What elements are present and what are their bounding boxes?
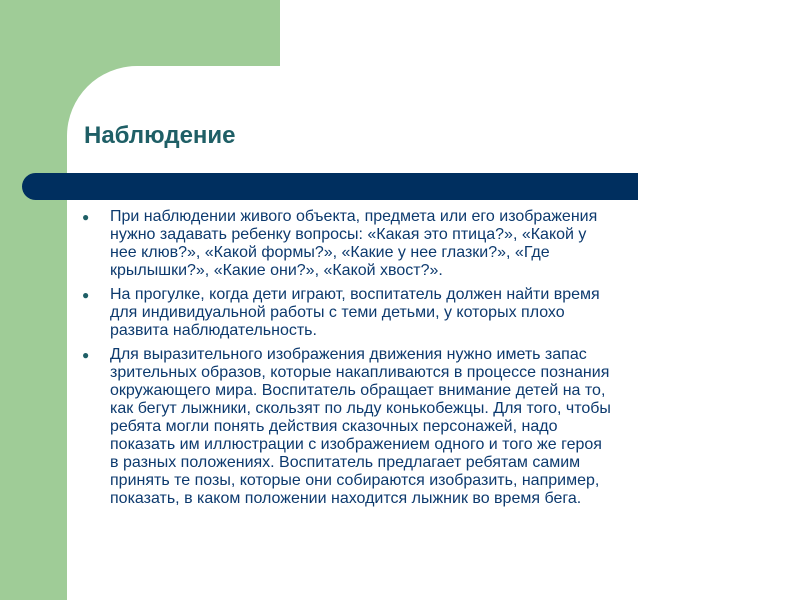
list-item [82, 286, 772, 340]
bullet-text: При наблюдении живого объекта, предмета или его изображения нужно задавать ребенку вопросы: «Какая это птица?», «Какой у нее клюв?», «Какой формы?», «Какие у нее глазки?», «Где крылышки?», «Какие они?», «Какой хвост?». [110, 208, 598, 279]
bullet-text: Для выразительного изображения движения нужно иметь запас зрительных образов, которые накапливаются в процессе познания окружающего мира. Воспитатель обращает внимание детей на то, как бегут лыжники, скользят по льду конькобежцы. Для того, чтобы ребята могли понять действия сказочных персонажей, надо показать им иллюстрации с изображением одного и того же героя в разных положениях. Воспитатель предлагает ребятам самим принять те позы, которые они собираются изобразить, например, показать, в каком положении находится лыжник во время бега. [110, 346, 611, 507]
bullet-icon: ● [82, 288, 90, 302]
list-item [82, 208, 772, 280]
bullet-list [82, 208, 772, 514]
bullet-icon: ● [82, 348, 90, 362]
green-top-band [67, 0, 280, 66]
slide-title: Наблюдение [84, 122, 236, 149]
bullet-icon: ● [82, 210, 90, 224]
list-item [82, 346, 772, 508]
title-underline-bar [22, 173, 638, 200]
green-left-band [0, 0, 67, 600]
bullet-text: На прогулке, когда дети играют, воспитатель должен найти время для индивидуальной работы с теми детьми, у которых плохо развита наблюдательность. [110, 286, 600, 339]
